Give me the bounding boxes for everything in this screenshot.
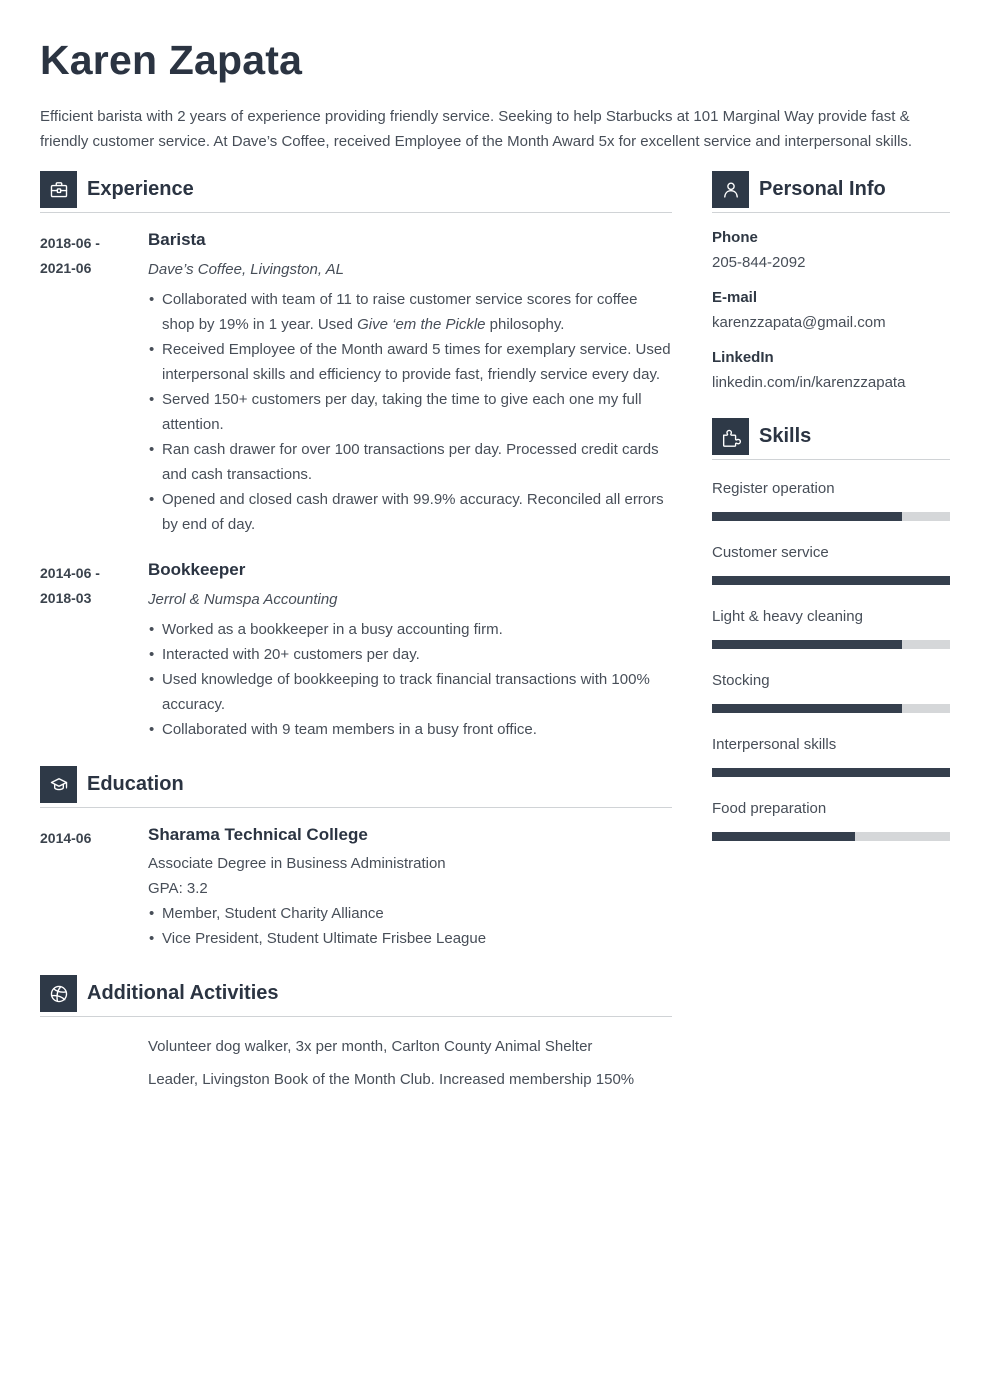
job-company: Dave’s Coffee, Livingston, AL bbox=[148, 261, 344, 278]
date-end: 2021-06 bbox=[40, 260, 92, 276]
skill-label: Register operation bbox=[712, 480, 835, 497]
activity-line: Volunteer dog walker, 3x per month, Carlton County Animal Shelter bbox=[148, 1038, 593, 1055]
skill-bar-fill bbox=[712, 640, 902, 649]
section-additional-activities bbox=[40, 975, 672, 1092]
job-details bbox=[148, 558, 672, 742]
date-range bbox=[40, 558, 148, 742]
skill-label: Light & heavy cleaning bbox=[712, 608, 863, 625]
field-label-linkedin: LinkedIn bbox=[712, 349, 774, 366]
section-divider bbox=[712, 212, 950, 213]
experience-entry bbox=[40, 558, 672, 742]
field-label-phone: Phone bbox=[712, 229, 758, 246]
skill-item bbox=[712, 735, 950, 777]
job-details bbox=[148, 228, 672, 537]
job-title: Barista bbox=[148, 230, 206, 249]
summary-text: Efficient barista with 2 years of experience providing friendly service. Seeking to help Starbucks at 101 Marginal Way provide fast & friendly customer service. At Dave’s Coffee, received Employee of the Month Award 5x for excellent service and interpersonal skills. bbox=[40, 108, 913, 150]
puzzle-icon bbox=[712, 418, 749, 455]
bullet-item: • Collaborated with team of 11 to raise customer service scores for coffee shop by 19% in 1 year. Used Give ‘em the Pickle philosophy. bbox=[148, 287, 672, 337]
activities-body bbox=[148, 1034, 672, 1092]
bullet-item: • Served 150+ customers per day, taking the time to give each one my full attention. bbox=[148, 387, 672, 437]
skill-label: Stocking bbox=[712, 672, 770, 689]
experience-section-header bbox=[40, 171, 672, 208]
bullet-item: • Vice President, Student Ultimate Frisbee League bbox=[148, 926, 672, 951]
education-date: 2014-06 bbox=[40, 830, 92, 846]
section-education bbox=[40, 766, 672, 951]
skill-bar bbox=[712, 576, 950, 585]
date-start: 2014-06 - bbox=[40, 565, 100, 581]
skill-bar bbox=[712, 512, 950, 521]
bullet-item: • Collaborated with 9 team members in a busy front office. bbox=[148, 717, 672, 742]
skill-bar bbox=[712, 768, 950, 777]
education-entry bbox=[40, 823, 672, 951]
section-title-experience: Experience bbox=[87, 178, 194, 200]
gpa: GPA: 3.2 bbox=[148, 880, 208, 897]
skill-label: Food preparation bbox=[712, 800, 827, 817]
section-divider bbox=[40, 1016, 672, 1017]
section-title-personal-info: Personal Info bbox=[759, 178, 886, 200]
bullet-item: • Ran cash drawer for over 100 transactions per day. Processed credit cards and cash transactions. bbox=[148, 437, 672, 487]
school-name: Sharama Technical College bbox=[148, 825, 368, 844]
experience-entry bbox=[40, 228, 672, 537]
main-column bbox=[40, 171, 672, 1092]
skill-item bbox=[712, 479, 950, 521]
bullet-list bbox=[148, 901, 672, 951]
field-value-phone: 205-844-2092 bbox=[712, 254, 806, 271]
personal-info-fields bbox=[712, 228, 950, 393]
sidebar bbox=[712, 171, 950, 841]
skill-item bbox=[712, 607, 950, 649]
field-value-linkedin: linkedin.com/in/karenzzapata bbox=[712, 374, 906, 391]
bullet-item: • Opened and closed cash drawer with 99.9% accuracy. Reconciled all errors by end of day. bbox=[148, 487, 672, 537]
bullet-item: • Received Employee of the Month award 5 times for exemplary service. Used interpersonal skills and efficiency to provide fast, friendly service every day. bbox=[148, 337, 672, 387]
skill-bar-fill bbox=[712, 704, 902, 713]
basketball-icon bbox=[40, 975, 77, 1012]
graduation-cap-icon bbox=[40, 766, 77, 803]
education-section-header bbox=[40, 766, 672, 803]
job-company: Jerrol & Numspa Accounting bbox=[148, 591, 338, 608]
section-divider bbox=[40, 212, 672, 213]
personal-info-section-header bbox=[712, 171, 950, 208]
skill-bar bbox=[712, 704, 950, 713]
activities-section-header bbox=[40, 975, 672, 1012]
bullet-item: • Worked as a bookkeeper in a busy accounting firm. bbox=[148, 617, 672, 642]
job-title: Bookkeeper bbox=[148, 560, 246, 579]
skill-item bbox=[712, 799, 950, 841]
field-value-email: karenzzapata@gmail.com bbox=[712, 314, 886, 331]
section-skills bbox=[712, 418, 950, 841]
skill-bar-fill bbox=[712, 832, 855, 841]
date-end: 2018-03 bbox=[40, 590, 92, 606]
skill-bar bbox=[712, 832, 950, 841]
skill-item bbox=[712, 543, 950, 585]
person-icon bbox=[712, 171, 749, 208]
education-details bbox=[148, 823, 672, 951]
header bbox=[40, 36, 926, 154]
skills-section-header bbox=[712, 418, 950, 455]
bullet-list bbox=[148, 287, 672, 537]
section-personal-info bbox=[712, 171, 950, 393]
skill-label: Interpersonal skills bbox=[712, 736, 837, 753]
section-divider bbox=[712, 459, 950, 460]
bullet-list bbox=[148, 617, 672, 742]
skill-item bbox=[712, 671, 950, 713]
degree: Associate Degree in Business Administration bbox=[148, 855, 446, 872]
date-start: 2018-06 - bbox=[40, 235, 100, 251]
bullet-item: • Member, Student Charity Alliance bbox=[148, 901, 672, 926]
bullet-item: • Used knowledge of bookkeeping to track financial transactions with 100% accuracy. bbox=[148, 667, 672, 717]
skill-bar-fill bbox=[712, 576, 950, 585]
skill-bar-fill bbox=[712, 512, 902, 521]
skill-bar-fill bbox=[712, 768, 950, 777]
briefcase-icon bbox=[40, 171, 77, 208]
section-title-skills: Skills bbox=[759, 425, 812, 447]
bullet-item: • Interacted with 20+ customers per day. bbox=[148, 642, 672, 667]
section-divider bbox=[40, 807, 672, 808]
section-title-activities: Additional Activities bbox=[87, 982, 279, 1004]
skill-bar bbox=[712, 640, 950, 649]
activity-line: Leader, Livingston Book of the Month Club. Increased membership 150% bbox=[148, 1071, 635, 1088]
candidate-name: Karen Zapata bbox=[40, 37, 303, 83]
skills-list bbox=[712, 479, 950, 841]
section-title-education: Education bbox=[87, 773, 184, 795]
date-range bbox=[40, 228, 148, 537]
field-label-email: E-mail bbox=[712, 289, 758, 306]
section-experience bbox=[40, 171, 672, 742]
skill-label: Customer service bbox=[712, 544, 829, 561]
